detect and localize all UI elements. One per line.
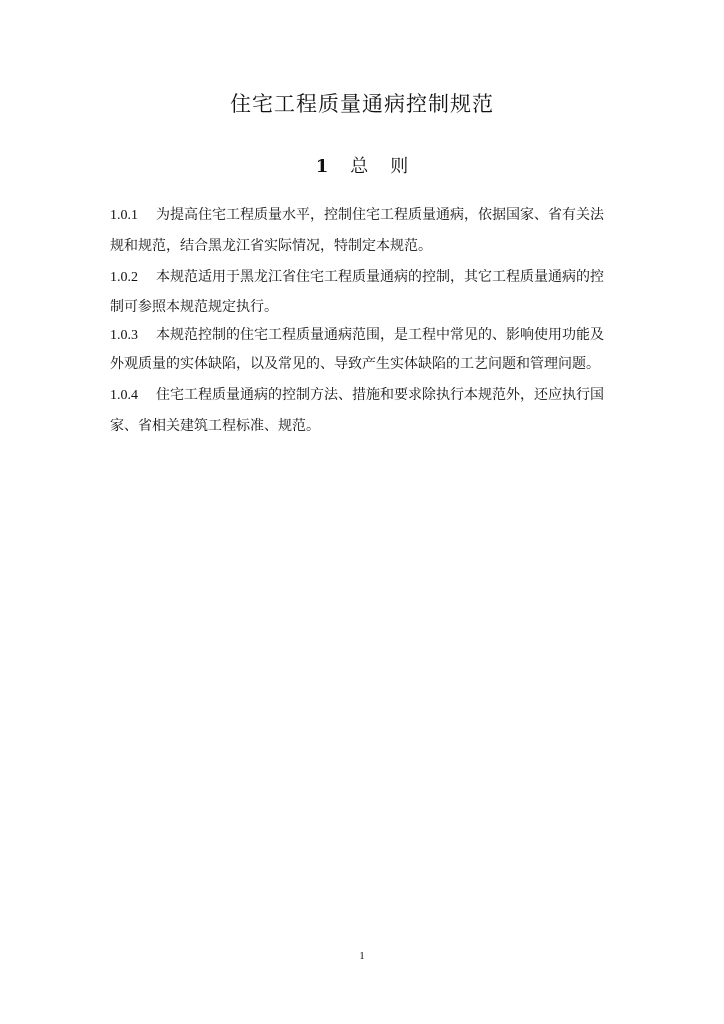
paragraph-line: 外观质量的实体缺陷，以及常见的、导致产生实体缺陷的工艺问题和管理问题。: [110, 356, 600, 372]
section-text: 本规范控制的住宅工程质量通病范围，是工程中常见的、影响使用功能及: [156, 327, 604, 343]
section-1-0-2: [110, 262, 616, 321]
chapter-title-part-1: 总: [350, 156, 369, 177]
section-1-0-1: [110, 200, 616, 262]
chapter-title-part-2: 则: [390, 156, 409, 177]
chapter-heading: [0, 152, 724, 178]
paragraph-line: [110, 262, 616, 293]
section-text: 为提高住宅工程质量水平，控制住宅工程质量通病，依据国家、省有关法: [156, 207, 604, 223]
section-text: 住宅工程质量通病的控制方法、措施和要求除执行本规范外，还应执行国: [156, 387, 604, 403]
paragraph-line: 家、省相关建筑工程标准、规范。: [110, 418, 320, 434]
page-number: 1: [359, 950, 365, 962]
paragraph-line: [110, 380, 616, 411]
section-number: 1.0.4: [110, 388, 138, 403]
section-number: 1.0.2: [110, 270, 138, 285]
document-body: [110, 200, 616, 442]
paragraph-line: 制可参照本规范规定执行。: [110, 299, 278, 315]
chapter-number: 1: [315, 156, 329, 177]
section-1-0-4: [110, 380, 616, 442]
document-title: 住宅工程质量通病控制规范: [230, 92, 494, 116]
section-number: 1.0.1: [110, 208, 138, 223]
section-1-0-3: [110, 321, 616, 380]
paragraph-line: [110, 321, 616, 349]
paragraph-line: [110, 200, 616, 231]
section-text: 本规范适用于黑龙江省住宅工程质量通病的控制，其它工程质量通病的控: [156, 269, 604, 285]
section-number: 1.0.3: [110, 328, 138, 343]
paragraph-line: 规和规范，结合黑龙江省实际情况，特制定本规范。: [110, 238, 432, 254]
